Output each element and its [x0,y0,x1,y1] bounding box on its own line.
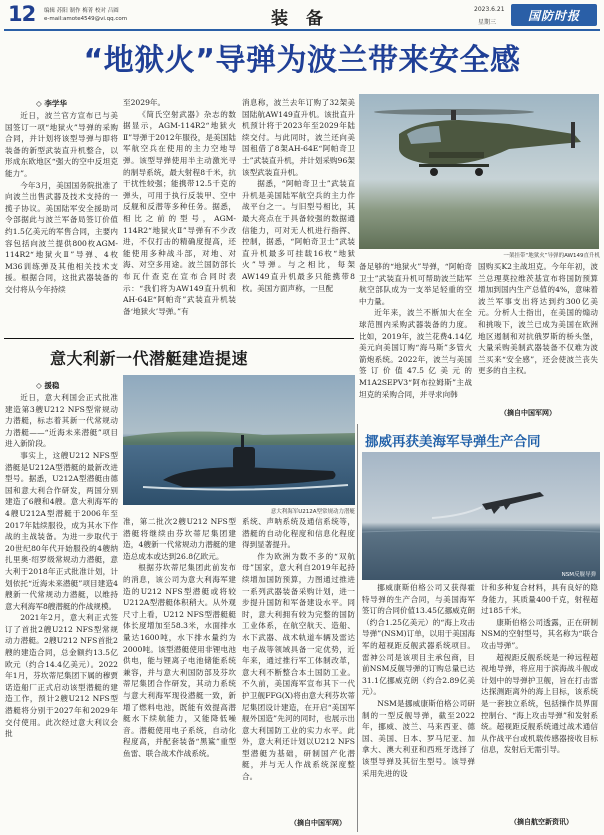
story3-source: （摘自航空新资讯） [510,818,573,826]
story2-source: （摘自中国军网） [290,819,346,827]
submarine-icon [123,375,355,505]
story3-col-2: 计和多种复合材料，具有良好的隐身能力，其质量400千克，射程超过185千米。 康斯伯格公司透露，正在研制NSM的空射型号，其名称为“联合攻击导弹”。 超视距反舰系统是一种远程超视地导弹，将应用于滨海战斗舰或计划中的导弹护卫舰，旨在打击雷达探测距离外的海上目标，该系统是一套独立系统，包括操作员界面控制台、“海上攻击导弹”和发射系统。超视距反舰系统通过战术通信从作战平台或机载传感器接收目标信息，发射后无需引导。 [481,583,598,755]
helicopter-icon [359,94,599,249]
story2-col-2: 准，第二批次2艘U212 NFS型潜艇将继续由芬坎蒂尼集团建造，4艘新一代常规动力潜艇的建造总成本或达到26.8亿欧元。 根据芬坎蒂尼集团此前发布的消息，该公司为意大利海军建造的U212 NFS型潜艇或将较U212A型潜艇体积稍大。从外观尺寸上看，U212 NFS型潜艇艇体长度增加至58.3米，水面排水量达1600吨，水下排水量约为2000吨。该型潜艇使用非锂电池供电，能与锂离子电池储能系统兼容，并与意大利国防部及芬坎蒂尼集团合作研发，其动力系统与意大利海军现役潜艇一致，新增了燃料电池，既能有效提高潜艇水下续航能力，又能降低噪音。潜艇使用电子系统，自动化程度高，并配套装备“黑鲨”重型鱼雷、联合战术作战系统。 [123,517,236,758]
lead-headline: “地狱火”导弹为波兰带来安全感 [83,43,521,78]
story2-col-1: 近日，意大利国会正式批准建造第3艘U212 NFS型常规动力潜艇，标志着其新一代常规动力潜艇——“近海未来潜艇”项目进入新阶段。 事实上，这艘U212 NFS型潜艇是U212A型潜艇的最新改进型号。据悉，U212A型潜艇由德国和意大利合作研发，两国分别建造了6艘和4艘。意大利海军的4艘U212A型潜艇于2006年至2017年陆续服役，成为其水下作战的主战装备。为进一步取代于20世纪80年代开始服役的4艘纳扎里奥·绍罗级常规动力潜艇，意大利于2018年正式批准计划，计划依托“近海未来潜艇”项目建造4艘新一代常规动力潜艇，以维持意大利海军8艘潜艇的作战规模。 2021年2月，意大利正式签订了首批2艘U212 NFS型常规动力潜艇。2艘U212 NFS首批2艘的建造合同，总金额约13.5亿欧元（约合14.4亿美元）。2022年1月，芬坎蒂尼集团下属的穆贾诺造船厂正式启动该型潜艇的建造工作，预计2艘U212 NFS型潜艇将分别于2027年和2029年交付使用。此次经过意大利议会批 [5,393,118,739]
story2-col-3: 系统、声呐系统及通信系统等，潜艇的自动化程度和信息化程度得到显著提升。 作为欧洲为数不多的“双航母”国家，意大利自2019年起持续增加国防预算，力图通过推进一系列武器装备采购计划，进一步提升国防和军备建设水平。同时，意大利拥有较为完整的国防工业体系，在航空航天、造船、水下武器、战术轨道车辆及雷达电子战等领域具备一定优势，近年来，通过推行军工体制改革，意大利不断整合本土国防工业。不久前，美国海军宣布其下一代护卫舰FFG(X)将由意大利芬坎蒂尼集团设计建造，在开启“美国军舰外国造”先河的同时，也展示出意大利国防工业的实力水平。此外，意大利还计划以U212 NFS型潜艇为基础，研制国产化潜艇，并与无人作战系统深度整合。 [242,517,355,782]
missile-photo [362,452,600,580]
missile-icon [362,452,600,580]
editors-line: 编辑 苏阳 制作 梅菁 校对 吕圆 [44,8,119,14]
masthead [0,0,604,30]
masthead-rule [4,29,600,31]
lead-byline: ◇ 李学华 [36,99,67,108]
paper-logo [511,4,597,26]
story3-col-1: 挪威康斯伯格公司又获得霍特导弹的生产合同，与美国海军签订的合同价值13.45亿挪威克朗（约合1.25亿美元）的“海上攻击导弹”(NSM)订单，以用于美国海军的超视距反舰武器系统项目。雷神公司是该项目主承包商，目前NSM反舰导弹的订购总量已达31.1亿挪威克朗（约合2.89亿美元）。 NSM是挪威康斯伯格公司研制的一型反舰导弹，截至2022年，挪威、波兰、马来西亚、德国、美国、日本、罗马尼亚、加拿大、澳大利亚和西班牙选择了该型导弹及其衍生型号。该导弹采用先进的设 [362,583,475,778]
lead-col-5: 国购买K2主战坦克。今年年初，波兰总理莫拉维茨基宣布将国防预算增加到国内生产总值的4%，意味着波兰军事支出将达到约300亿美元。分析人士指出，在美国的煽动和挑唆下，波兰已成为美国在欧洲地区遏制和对抗俄罗斯的桥头堡，大量采购美制武器装备不仅难为波兰买来“安全感”，还会使波兰丧失更多的自主权。 [478,262,598,376]
issue-weekday: 星期三 [478,19,497,26]
submarine-caption: 意大利海军U212A型常规动力潜艇 [270,509,355,515]
story2-byline: ◇ 援稳 [36,381,60,390]
column-divider [357,424,358,832]
story2-headline: 意大利新一代潜艇建造提速 [50,349,249,368]
missile-caption: NSM反舰导弹 [561,572,596,578]
section-title: 装 备 [271,9,329,29]
paper-name: 国防时报 [527,8,580,23]
helicopter-photo [359,94,599,249]
lead-col-4: 备足够的“地狱火”导弹，“阿帕奇卫士”武装直升机可帮助波兰陆军航空部队成为一支举足轻重的空中力量。 近年来，波兰不断加大在全球范围内采购武器装备的力度。比如，2019年，波兰花费4.14亿美元向美国订购“海马斯”多管火箭炮系统。2022年，波兰与美国签订价值47.5亿美元的M1A2SEPV3“阿布拉姆斯”主战坦克的采购合同，并寻求向韩 [359,262,472,399]
lead-col-2: 至2029年。 《简氏空射武器》杂志的数据显示，AGM-114R2“地狱火Ⅱ”导弹于2012年服役，是美国陆军航空兵在使用的主力空地导弹。该型导弹使用半主动激光寻的制导系统，最大射程8千米，抗干扰性较强；能携带12.5千克的弹头，可用于执行反装甲、空中反舰和反潜等多种任务。据悉，相比之前的型号，AGM-114R2“地狱火Ⅱ”导弹有不少改进，不仅打击的精确度提高，还能使用多种战斗部，对地、对海、对空多用途。波兰国防部长布瓦什查克在宣布合同时表示：“我们将为AW149直升机和AH-64E“阿帕奇”武装直升机装备‘地狱火’导弹。”有 [123,98,236,316]
lead-col-3: 消息称，波兰去年订购了32架美国陆航AW149直升机。该批直升机预计将于2023年至2029年陆续交付。与此同时，波兰还向美国租借了8架AH-64E“阿帕奇卫士”武装直升机，并计划采购96架该型武装直升机。 据悉，“阿帕奇卫士”武装直升机是美国陆军航空兵的主力作战平台之一。与旧型号相比，其最大亮点在于具备较强的数据通信能力，可对无人机进行指挥、控制，据悉，“阿帕奇卫士”武装直升机最多可挂载16枚“地狱火”导弹。与之相比，每架AW149直升机最多只能携带8枚。美国方面声称，一旦配 [242,98,355,293]
story3-headline: 挪威再获美海军导弹生产合同 [365,434,541,450]
page-number: 12 [8,2,36,26]
helicopter-caption: 一架挂带“地狱火”导弹的AW149直升机 [503,253,600,259]
lead-col-1: 近日，波兰官方宣布已与美国签订一项“地狱火”导弹的采购合同，并计划将该型导弹与即将装备的新型武装直升机整合，以形成东欧地区“强大的空中反坦克能力”。 今年3月，美国国务院批准了向波兰出售武器及技术支持的一揽子协议。美国陆军安全援助司令部据此与波兰军备局签订价值约1.5亿美元的军售合同，主要内容包括向波兰提供800枚AGM-114R2“地狱火Ⅱ”导弹、4枚M36训练弹及其他相关技术支援。根据合同，这批武器装备的交付将从今年持续 [5,111,118,294]
issue-date: 2023.6.21 [474,6,505,13]
submarine-photo [123,375,355,505]
lead-divider [4,338,354,339]
lead-source: （摘自中国军网） [500,409,556,417]
editor-email: e-mail:amote4549@vi.qq.com [44,16,128,22]
